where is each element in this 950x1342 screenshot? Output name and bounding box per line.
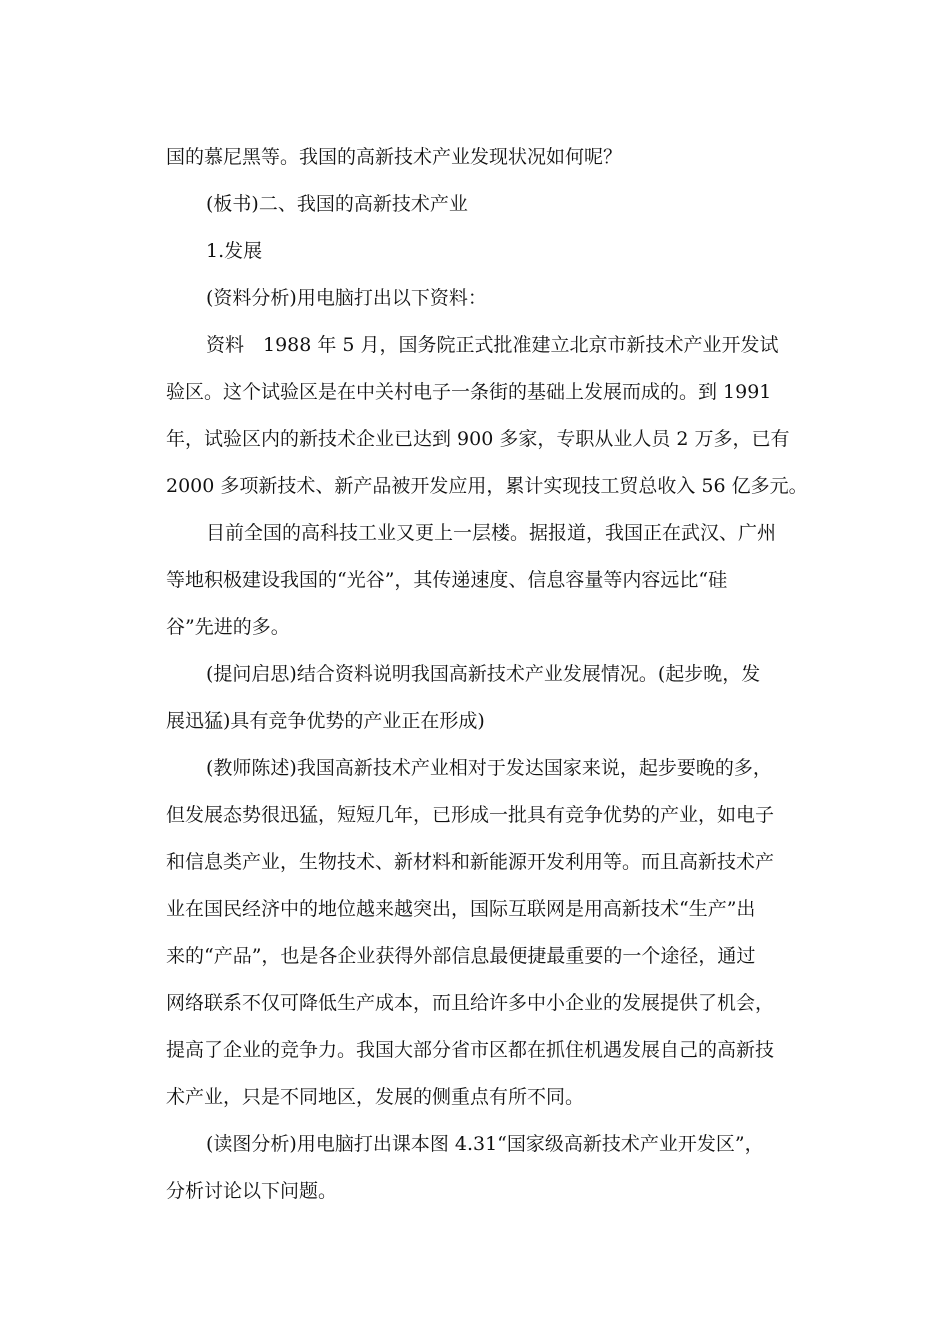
text-line: 但发展态势很迅猛，短短几年，已形成一批具有竞争优势的产业，如电子 <box>166 804 775 826</box>
text-line: 术产业，只是不同地区，发展的侧重点有所不同。 <box>166 1086 585 1108</box>
text-line: 和信息类产业，生物技术、新材料和新能源开发利用等。而且高新技术产 <box>166 851 775 873</box>
text-line: 提高了企业的竞争力。我国大部分省市区都在抓住机遇发展自己的高新技 <box>166 1039 775 1061</box>
text-line: 网络联系不仅可降低生产成本，而且给许多中小企业的发展提供了机会， <box>166 992 775 1014</box>
text-line: 目前全国的高科技工业又更上一层楼。据报道，我国正在武汉、广州 <box>206 522 777 544</box>
document-body <box>166 134 808 1215</box>
text-line: 谷”先进的多。 <box>166 616 290 638</box>
text-line: (资料分析)用电脑打出以下资料： <box>206 287 487 309</box>
text-line: (读图分析)用电脑打出课本图 4.31“国家级高新技术产业开发区”， <box>206 1133 764 1155</box>
text-line: 展迅猛)具有竞争优势的产业正在形成) <box>166 710 485 732</box>
text-line: (板书)二、我国的高新技术产业 <box>206 193 468 215</box>
text-line: 等地积极建设我国的“光谷”，其传递速度、信息容量等内容远比“硅 <box>166 569 728 591</box>
text-line: 国的慕尼黑等。我国的高新技术产业发现状况如何呢？ <box>166 146 623 168</box>
text-line: 分析讨论以下问题。 <box>166 1180 338 1202</box>
text-line: 验区。这个试验区是在中关村电子一条街的基础上发展而成的。到 1991 <box>166 381 772 403</box>
text-line: 1.发展 <box>206 240 263 262</box>
text-line: (提问启思)结合资料说明我国高新技术产业发展情况。(起步晚，发 <box>206 663 761 685</box>
text-line: 业在国民经济中的地位越来越突出，国际互联网是用高新技术“生产”出 <box>166 898 756 920</box>
text-line: 年，试验区内的新技术企业已达到 900 多家，专职从业人员 2 万多，已有 <box>166 428 790 450</box>
text-line: 资料 1988 年 5 月，国务院正式批准建立北京市新技术产业开发试 <box>206 334 779 356</box>
text-line: (教师陈述)我国高新技术产业相对于发达国家来说，起步要晚的多， <box>206 757 772 779</box>
text-line: 2000 多项新技术、新产品被开发应用，累计实现技工贸总收入 56 亿多元。 <box>166 475 808 497</box>
text-line: 来的“产品”，也是各企业获得外部信息最便捷最重要的一个途径，通过 <box>166 945 756 967</box>
